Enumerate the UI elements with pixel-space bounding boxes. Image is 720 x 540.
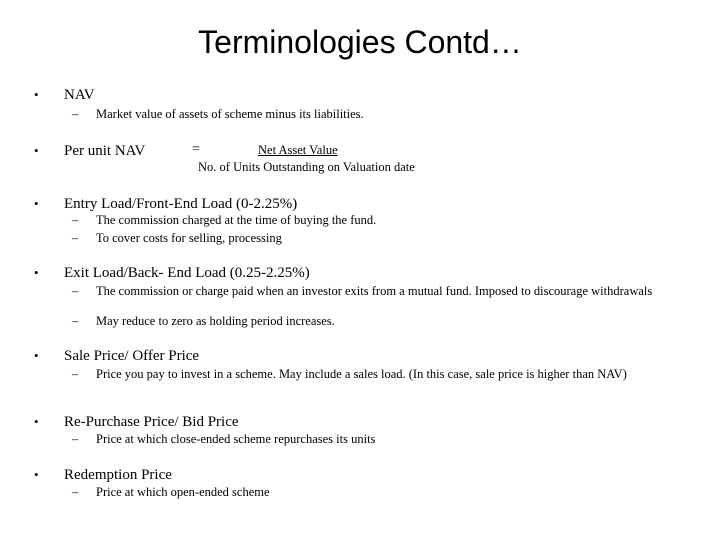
sub-dash: –: [72, 231, 79, 245]
sub-dash: –: [72, 314, 79, 328]
sub-text: Price at which close-ended scheme repurchases its units: [96, 432, 376, 446]
bullet-dot: •: [34, 143, 39, 158]
bullet-dot: •: [34, 265, 39, 280]
formula-numerator: Net Asset Value: [258, 143, 338, 157]
bullet-dot: •: [34, 414, 39, 429]
sub-text: To cover costs for selling, processing: [96, 231, 282, 245]
sub-dash: –: [72, 432, 79, 446]
sub-text: May reduce to zero as holding period increases.: [96, 314, 335, 328]
bullet-dot: •: [34, 87, 39, 102]
sub-dash: –: [72, 107, 79, 121]
bullet-label: Entry Load/Front-End Load (0-2.25%): [64, 196, 298, 212]
bullet-label: Redemption Price: [64, 467, 172, 483]
bullet-dot: •: [34, 196, 39, 211]
bullet-label: Sale Price/ Offer Price: [64, 348, 200, 364]
sub-dash: –: [72, 213, 79, 227]
sub-text: Price at which open-ended scheme: [96, 485, 270, 499]
sub-text: Price you pay to invest in a scheme. May include a sales load. (In this case, sale price is higher than NAV): [96, 367, 627, 381]
sub-text: The commission charged at the time of buying the fund.: [96, 213, 377, 227]
bullet-dot: •: [34, 467, 39, 482]
bullet-label: Re-Purchase Price/ Bid Price: [64, 414, 239, 430]
bullet-label: NAV: [64, 87, 95, 103]
sub-dash: –: [72, 367, 79, 381]
sub-dash: –: [72, 284, 79, 298]
slide-title: Terminologies Contd…: [198, 24, 522, 60]
sub-text: Market value of assets of scheme minus its liabilities.: [96, 107, 364, 121]
sub-dash: –: [72, 485, 79, 499]
bullet-dot: •: [34, 348, 39, 363]
bullet-label: Exit Load/Back- End Load (0.25-2.25%): [64, 265, 310, 281]
bullet-label: Per unit NAV: [64, 143, 146, 159]
formula-denominator: No. of Units Outstanding on Valuation date: [198, 160, 415, 174]
formula-equals: =: [192, 142, 200, 157]
sub-text: The commission or charge paid when an investor exits from a mutual fund. Imposed to discourage withdrawals: [96, 284, 653, 298]
